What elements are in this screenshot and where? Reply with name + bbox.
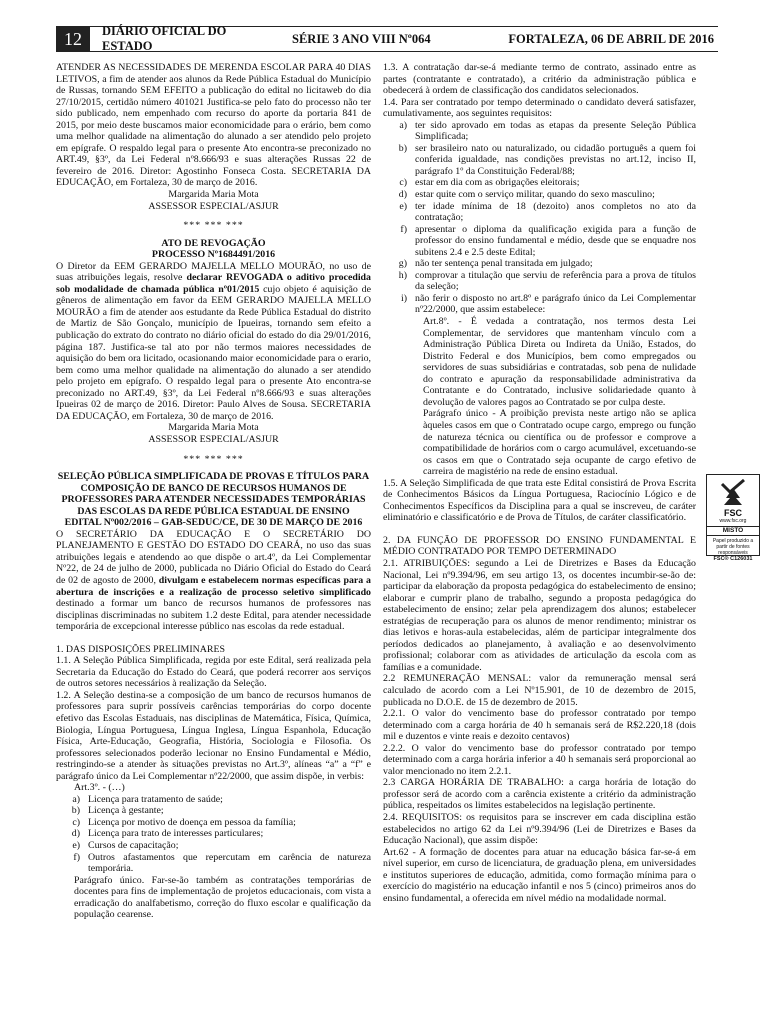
text-span: destinado a formar um banco de recursos humanos de professores nas disciplinas discriminadas no subitem 1.2 deste Edital, para atender necessidade temporária de excepcional interesse público nas escolas da rede estadual. bbox=[56, 598, 371, 633]
separator: *** *** *** bbox=[183, 453, 244, 465]
list-item: f) Outros afastamentos que repercutam em carência de natureza temporária. bbox=[73, 851, 371, 875]
list-item: d) estar quite com o serviço militar, quando do sexo masculino; bbox=[398, 189, 655, 201]
bold-span: declarar REVOGADA o aditivo procedida sob modalidade de chamada pública nº01/2015 bbox=[56, 272, 371, 295]
paragraph: 2.2 REMUNERAÇÃO MENSAL: valor da remuneração mensal será calculado de acordo com a Lei Nº15.901, de 10 de dezembro de 2015, publicada no D.O.E. de 15 de dezembro de 2015. bbox=[383, 673, 696, 708]
list-item: h) comprovar a titulação que serviu de referência para a prova de títulos da seleção; bbox=[398, 269, 696, 293]
list-item: b) ser brasileiro nato ou naturalizado, ou cidadão português a quem foi conferida igualdade, nas condições previstas no art.12, inciso II, parágrafo 1º da Constituição Federal/88; bbox=[398, 142, 696, 177]
section-subtitle: PROCESSO Nº1684491/2016 bbox=[151, 249, 276, 261]
paragraph: 1.2. A Seleção destina-se a composição de um banco de recursos humanos de professores para suprir possíveis carências temporárias do corpo docente efetivo das Escolas Estaduais, nas disciplinas de Matemática, Física, Química, Biologia, Língua Portuguesa, Língua Inglesa, Língua Espanhola, Educação Física, Arte-Educação, Geografia, História, Sociologia e Filosofia. Os professores selecionados poderão lecionar no Ensino Fundamental e Médio, restringindo-se a atender às situações previstas no Art.3º, alíneas “a” a “f” e parágrafo único da Lei Complementar nº22/2000, que assim dispõe, in verbis: bbox=[56, 689, 371, 782]
paragraph: Art.62 - A formação de docentes para atuar na educação básica far-se-á em nível superior, em curso de licenciatura, de graduação plena, em universidades e institutos superiores de educação, admitida, como formação mínima para o exercício do magistério na educação infantil e nos 5 (cinco) primeiros anos do ensino fundamental, a oferecida em nível médio na modalidade normal. bbox=[383, 846, 696, 904]
paragraph: 2.2.1. O valor do vencimento base do professor contratado por tempo determinado com a carga horária de 40 h semanais será de R$2.220,18 (dois mil e duzentos e vinte reais e dezoito centavos) bbox=[383, 708, 696, 743]
list-item: a) ter sido aprovado em todas as etapas da presente Seleção Pública Simplificada; bbox=[399, 119, 696, 143]
left-column bbox=[56, 62, 371, 921]
list-item: a) Licença para tratamento de saúde; bbox=[72, 793, 223, 805]
fsc-tag: Papel produzido a partir de fontes responsáveis bbox=[712, 538, 754, 556]
signature-role: ASSESSOR ESPECIAL/ASJUR bbox=[148, 433, 279, 445]
fsc-logo bbox=[706, 474, 760, 562]
edital-title: EDITAL Nº002/2016 – GAB-SEDUC/CE, DE 30 DE MARÇO DE 2016 bbox=[64, 517, 363, 529]
list-item: i) não ferir o disposto no art.8º e parágrafo único da Lei Complementar nº22/2000, que assim estabelece: bbox=[400, 292, 696, 316]
list-item: e) Cursos de capacitação; bbox=[72, 840, 179, 851]
article-ref: Art.3º. - (…) bbox=[74, 782, 125, 794]
right-column bbox=[383, 62, 696, 904]
list-item: d) Licença para trato de interesses particulares; bbox=[71, 828, 264, 840]
section-title: ATO DE REVOGAÇÃO bbox=[161, 237, 266, 249]
page-number: 12 bbox=[56, 27, 90, 51]
paragraph: 1.5. A Seleção Simplificada de que trata este Edital consistirá de Prova Escrita de Conhecimentos Básicos da Língua Portuguesa, Raciocínio Lógico e de Conhecimentos Específicos da Disciplina para a qual se inscreveu, de caráter eliminatório e classificatório e de Prova de Títulos, de caráter classificatório. bbox=[383, 477, 696, 524]
paragraph: 2.3 CARGA HORÁRIA DE TRABALHO: a carga horária de lotação do professor será de acordo com a carência existente a critério da administração pública, respeitados os limites estabelecidos na legislação pertinente. bbox=[383, 777, 696, 812]
fsc-mix: MISTO bbox=[707, 526, 759, 536]
paragraph: 2.4. REQUISITOS: os requisitos para se inscrever em cada disciplina estão estabelecidos no artigo 62 da Lei nº9.394/96 (Lei de Diretrizes e Bases da Educação Nacional), que assim dispõe: bbox=[383, 812, 696, 847]
signature-name: Margarida Maria Mota bbox=[168, 422, 259, 434]
text-span: O Diretor da EEM GERARDO MAJELLA MELLO MOURÃO, no uso de suas atribuições legais, resolve bbox=[56, 260, 371, 284]
paragraph: 2.1. ATRIBUIÇÕES: segundo a Lei de Diretrizes e Bases da Educação Nacional, Lei nº9.394/96, em seu artigo 13, os docentes incumbir-se-ão de: participar da elaboração da proposta pedagógica do estabelecimento de ensino; elaborar e cumprir plano de trabalho, segundo a proposta pedagógica do estabelecimento de ensino; zelar pela aprendizagem dos alunos; estabelecer estratégias de recuperação para os alunos de menor rendimento; ministrar os dias letivos e horas-aula estabelecidas, além de participar integralmente dos períodos dedicados ao planejamento, à avaliação e ao desenvolvimento profissional; colaborar com as atividades de articulação da escola com as famílias e a comunidade. bbox=[383, 557, 696, 673]
signature-name: Margarida Maria Mota bbox=[168, 189, 259, 201]
fsc-url: www.fsc.org bbox=[719, 518, 747, 524]
section-title: SELEÇÃO PÚBLICA SIMPLIFICADA DE PROVAS E TÍTULOS PARA COMPOSIÇÃO DE BANCO DE RECURSOS HUMANOS DE PROFESSORES PARA ATENDER NECESSIDADES TEMPORÁRIAS DAS ESCOLAS DA REDE PÚBLICA ESTADUAL DE ENSINO bbox=[57, 471, 370, 517]
list-item: f) apresentar o diploma da qualificação exigida para a função de professor do ensino fundamental e médio, desde que se enquadre nos subitens 2.4 e 2.5 deste Edital; bbox=[400, 223, 696, 258]
fsc-code: FSC® C126031 bbox=[713, 556, 753, 562]
newspaper-title: DIÁRIO OFICIAL DO ESTADO bbox=[102, 24, 227, 53]
list-item: b) Licença à gestante; bbox=[71, 805, 164, 817]
list-item: c) estar em dia com as obrigações eleitorais; bbox=[399, 177, 580, 189]
fsc-name: FSC bbox=[724, 508, 742, 518]
article-text: Parágrafo único - A proibição prevista neste artigo não se aplica àqueles casos em que o Contratado ocupe cargo, emprego ou função de natureza técnica ou científica ou de professor e comprove a compatibilidade de horários com o cargo acumulável, excetuando-se os casos em que o Contratado seja ocupante de cargo efetivo de carreira de magistério na rede de ensino estadual. bbox=[423, 408, 696, 478]
paragraph: ATENDER AS NECESSIDADES DE MERENDA ESCOLAR PARA 40 DIAS LETIVOS, a fim de atender aos alunos da Rede Pública Estadual do Município de Russas, tornando SEM EFEITO a publicação do edital no licitaweb do dia 27/10/2015, certidão número 401021 Justifica-se pelo fato do processo não ter sido publicado, nem empenhado com recurso do aporte da portaria 841 de 2015, por meio deste buscamos maior economicidade para o erário, bem como uma melhor qualidade na alimentação do alunado a ser atendido pelo projeto em epígrafe. O respaldo legal para o presente Ato encontra-se preconizado no ART.49, §3º, da Lei Federal nº8.666/93 e suas alterações Russas 22 de fevereiro de 2016. Diretor: Agostinho Fonseca Costa. SECRETARIA DA EDUCAÇÃO, em Fortaleza, 30 de março de 2016. bbox=[56, 62, 371, 189]
list-item: g) não ter sentença penal transitada em julgado; bbox=[398, 258, 593, 270]
signature-role: ASSESSOR ESPECIAL/ASJUR bbox=[148, 200, 279, 212]
article-text: Art.8º. - É vedada a contratação, nos termos desta Lei Complementar, de servidores que mantenham vínculo com a Administração Pública Direta ou Indireta da União, Estados, do Distrito Federal e dos Municípios, bem como empregados ou servidores de suas subsidiárias e contratadas, sob pena de nulidade do contrato e apuração da responsabilidade administrativa da Contratante e do Contratado, inclusive solidariedade quanto à devolução de valores pagos ao Contratado se por culpa deste. bbox=[423, 316, 696, 408]
paragraph: 1.1. A Seleção Pública Simplificada, regida por este Edital, será realizada pela Secretaria da Educação do Estado do Ceará, que poderá recorrer aos serviços de outros setores necessários à realização da Seleção. bbox=[56, 655, 371, 690]
list-item: c) Licença por motivo de doença em pessoa da família; bbox=[72, 816, 296, 828]
section-heading: 2. DA FUNÇÃO DE PROFESSOR DO ENSINO FUNDAMENTAL E MÉDIO CONTRATADO POR TEMPO DETERMINADO bbox=[383, 534, 696, 558]
issue-date: FORTALEZA, 06 DE ABRIL DE 2016 bbox=[508, 31, 714, 46]
series-label: SÉRIE 3 ANO VIII Nº064 bbox=[292, 31, 431, 46]
paragraph: 1.3. A contratação dar-se-á mediante termo de contrato, assinado entre as partes (contratante e contratado), a critério da administração pública e obedecerá à ordem de classificação dos candidatos selecionados. bbox=[383, 62, 696, 97]
text-span: O SECRETÁRIO DA EDUCAÇÃO E O SECRETÁRIO DO PLANEJAMENTO E GESTÃO DO ESTADO DO CEARÁ, no uso das suas atribuições legais e atendendo ao que dispõe o art.4º, da Lei Complementar Nº22, de 24 de julho de 2000, publicada no Diário Oficial do Estado do Ceará de 02 de agosto de 2000, bbox=[56, 528, 371, 586]
paragraph: 1.4. Para ser contratado por tempo determinado o candidato deverá satisfazer, cumulativamente, aos seguintes requisitos: bbox=[383, 96, 696, 120]
paragraph bbox=[56, 261, 371, 423]
paragraph: Parágrafo único. Far-se-ão também as contratações temporárias de docentes para fins de implementação de projetos educacionais, com vista a erradicação do analfabetismo, correção do fluxo escolar e qualificação da população cearense. bbox=[74, 874, 371, 921]
tree-check-icon bbox=[707, 478, 759, 508]
page-header bbox=[56, 26, 718, 52]
paragraph bbox=[56, 529, 371, 633]
separator: *** *** *** bbox=[183, 220, 244, 232]
paragraph: 2.2.2. O valor do vencimento base do professor contratado por tempo determinado com a carga horária inferior a 40 h semanais será proporcional ao valor mencionado no item 2.2.1. bbox=[383, 742, 696, 777]
bold-span: divulgam e estabelecem normas específicas para a abertura de inscrições e a realização de processo seletivo simplificado bbox=[56, 574, 371, 598]
text-span: cujo objeto é aquisição de gêneros de alimentação em favor da EEM GERARDO MAJELLA MELLO MOURÃO a fim de atender aos estudante da Rede Pública Estadual do distrito de Martiz de São Gonçalo, município de Ipueiras, tornando sem efeito a publicação do extrato do contrato no diário oficial do estado do dia 29/01/2016, página 187. Justifica-se tal ato por não termos maiores necessidades de aquisição do bem ora licitado, ocasionando maior economicidade para o erario, bem como uma melhor qualidade na alimentação do alunado a ser atendido pelo projeto em epígrafo. O respaldo legal para o presente Ato encontra-se preconizado no ART.49, §3º, da Lei Federal nº8.666/93 e suas alterações Ipueiras 02 de março de 2016. Diretor: Paulo Alves de Sousa. SECRETARIA DA EDUCAÇÃO, em Fortaleza, 30 de março de 2016. bbox=[56, 283, 371, 422]
list-item: e) ter idade mínima de 18 (dezoito) anos completos no ato da contratação; bbox=[399, 200, 696, 224]
section-heading: 1. DAS DISPOSIÇÕES PRELIMINARES bbox=[56, 643, 225, 655]
